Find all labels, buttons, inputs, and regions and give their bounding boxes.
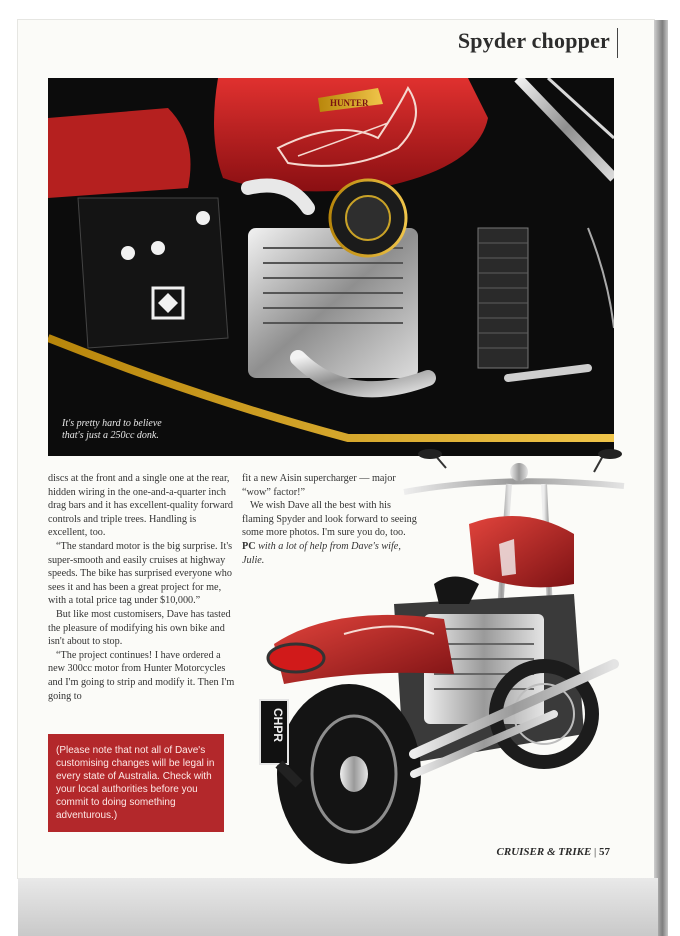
paragraph: We wish Dave all the best with his flaming Spyder and look forward to seeing some more photos. I'm sure you do, too. bbox=[242, 500, 417, 539]
magazine-name: CRUISER & TRIKE bbox=[496, 846, 592, 858]
scan-edge bbox=[18, 878, 658, 936]
paragraph: “The project continues! I have ordered a new 300cc motor from Hunter Motorcycles and I'm going to strip and modify it. Then I'm going to bbox=[48, 649, 235, 702]
page-number: 57 bbox=[599, 846, 610, 858]
folio-separator: | bbox=[594, 846, 597, 858]
page-folio bbox=[497, 846, 610, 858]
svg-text:CHPR: CHPR bbox=[271, 708, 285, 743]
tank bbox=[469, 516, 574, 587]
article-column-1 bbox=[48, 472, 238, 703]
binding-shadow bbox=[654, 20, 668, 936]
svg-text:HUNTER: HUNTER bbox=[330, 98, 369, 108]
photo-caption: It's pretty hard to believe that's just a 250cc donk. bbox=[62, 418, 162, 441]
bike-photo bbox=[254, 444, 634, 864]
paragraph: But like most customisers, Dave has tasted the pleasure of modifying his own bike and isn't about to stop. bbox=[48, 608, 231, 648]
tail-light-icon bbox=[268, 644, 324, 672]
page-title: Spyder chopper bbox=[457, 28, 610, 53]
photo-credit: PC with a lot of help from Dave's wife, Julie. bbox=[242, 540, 401, 566]
engine-block bbox=[248, 228, 418, 378]
legal-note-box: (Please note that not all of Dave's customising changes will be legal in every state of Australia. Check with your local authorities before you commit to doing something adventurous.) bbox=[48, 734, 224, 832]
magazine-page bbox=[18, 20, 654, 878]
chopper-illustration bbox=[254, 444, 634, 864]
handlebar bbox=[404, 449, 624, 492]
paragraph: “The standard motor is the big surprise. It's super-smooth and easily cruises at highway speeds. The bike has surprised everyone who sees it and has been a great project for me, with a total price tag under $10,000.” bbox=[48, 540, 233, 607]
title-rule bbox=[617, 28, 618, 58]
paragraph: discs at the front and a single one at the rear, hidden wiring in the one-and-a-quarter inch drag bars and it has excellent-quality forward controls and triple trees. Handling is excellent, too. bbox=[48, 473, 234, 539]
paragraph: fit a new Aisin supercharger — major “wow” factor!” bbox=[242, 473, 396, 498]
engine-illustration bbox=[48, 78, 614, 456]
engine-photo bbox=[48, 78, 614, 456]
